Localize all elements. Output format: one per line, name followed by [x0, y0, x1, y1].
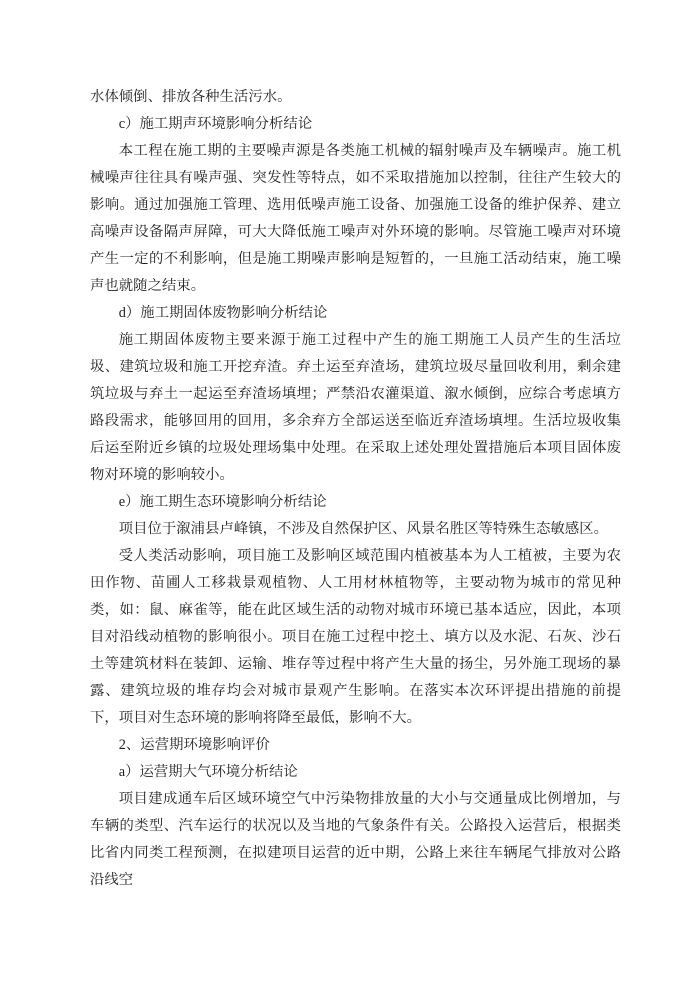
- paragraph-operation-air: 项目建成通车后区域环境空气中污染物排放量的大小与交通量成比例增加，与车辆的类型、汽车运行的状况以及当地的气象条件有关。公路投入运营后，根据类比省内同类工程预测，在拟建项目运营的近中期，公路上来往车辆尾气排放对公路沿线空: [90, 791, 621, 888]
- paragraph-wastewater-continuation: 水体倾倒、排放各种生活污水。: [90, 89, 292, 105]
- paragraph-project-location: 项目位于溆浦县卢峰镇，不涉及自然保护区、风景名胜区等特殊生态敏感区。: [118, 521, 609, 537]
- heading-e-ecology-conclusion: e）施工期生态环境影响分析结论: [118, 494, 327, 510]
- paragraph-construction-noise: 本工程在施工期的主要噪声源是各类施工机械的辐射噪声及车辆噪声。施工机械噪声往往具有噪声强、突发性等特点，如不采取措施加以控制，往往产生较大的影响。通过加强施工管理、选用低噪声施工设备、加强施工设备的维护保养、建立高噪声设备隔声屏障，可大大降低施工噪声对外环境的影响。尽管施工噪声对环境产生一定的不利影响，但是施工期噪声影响是短暂的，一旦施工活动结束，施工噪声也就随之结束。: [90, 143, 621, 294]
- heading-d-solid-waste-conclusion: d）施工期固体废物影响分析结论: [118, 305, 328, 321]
- paragraph-ecology-impact: 受人类活动影响，项目施工及影响区域范围内植被基本为人工植被，主要为农田作物、苗圃人工移栽景观植物、人工用材林植物等，主要动物为城市的常见种类，如：鼠、麻雀等，能在此区域生活的动物对城市环境已基本适应，因此，本项目对沿线动植物的影响很小。项目在施工过程中挖土、填方以及水泥、石灰、沙石土等建筑材料在装卸、运输、堆存等过程中将产生大量的扬尘，另外施工现场的暴露、建筑垃圾的堆存均会对城市景观产生影响。在落实本次环评提出措施的前提下，项目对生态环境的影响将降至最低，影响不大。: [90, 548, 621, 726]
- paragraph-solid-waste: 施工期固体废物主要来源于施工过程中产生的施工期施工人员产生的生活垃圾、建筑垃圾和施工开挖弃渣。弃土运至弃渣场，建筑垃圾尽量回收利用，剩余建筑垃圾与弃土一起运至弃渣场填埋；严禁沿农灌渠道、溆水倾倒，应综合考虑填方路段需求，能够回用的回用，多余弃方全部运送至临近弃渣场填埋。生活垃圾收集后运至附近乡镇的垃圾处理场集中处理。在采取上述处理处置措施后本项目固体废物对环境的影响较小。: [90, 332, 621, 483]
- document-body: [90, 84, 621, 894]
- heading-a-operation-air-conclusion: a）运营期大气环境分析结论: [118, 764, 298, 780]
- heading-c-construction-noise-conclusion: c）施工期声环境影响分析结论: [118, 116, 313, 132]
- heading-2-operation-period-eia: 2、运营期环境影响评价: [118, 737, 270, 753]
